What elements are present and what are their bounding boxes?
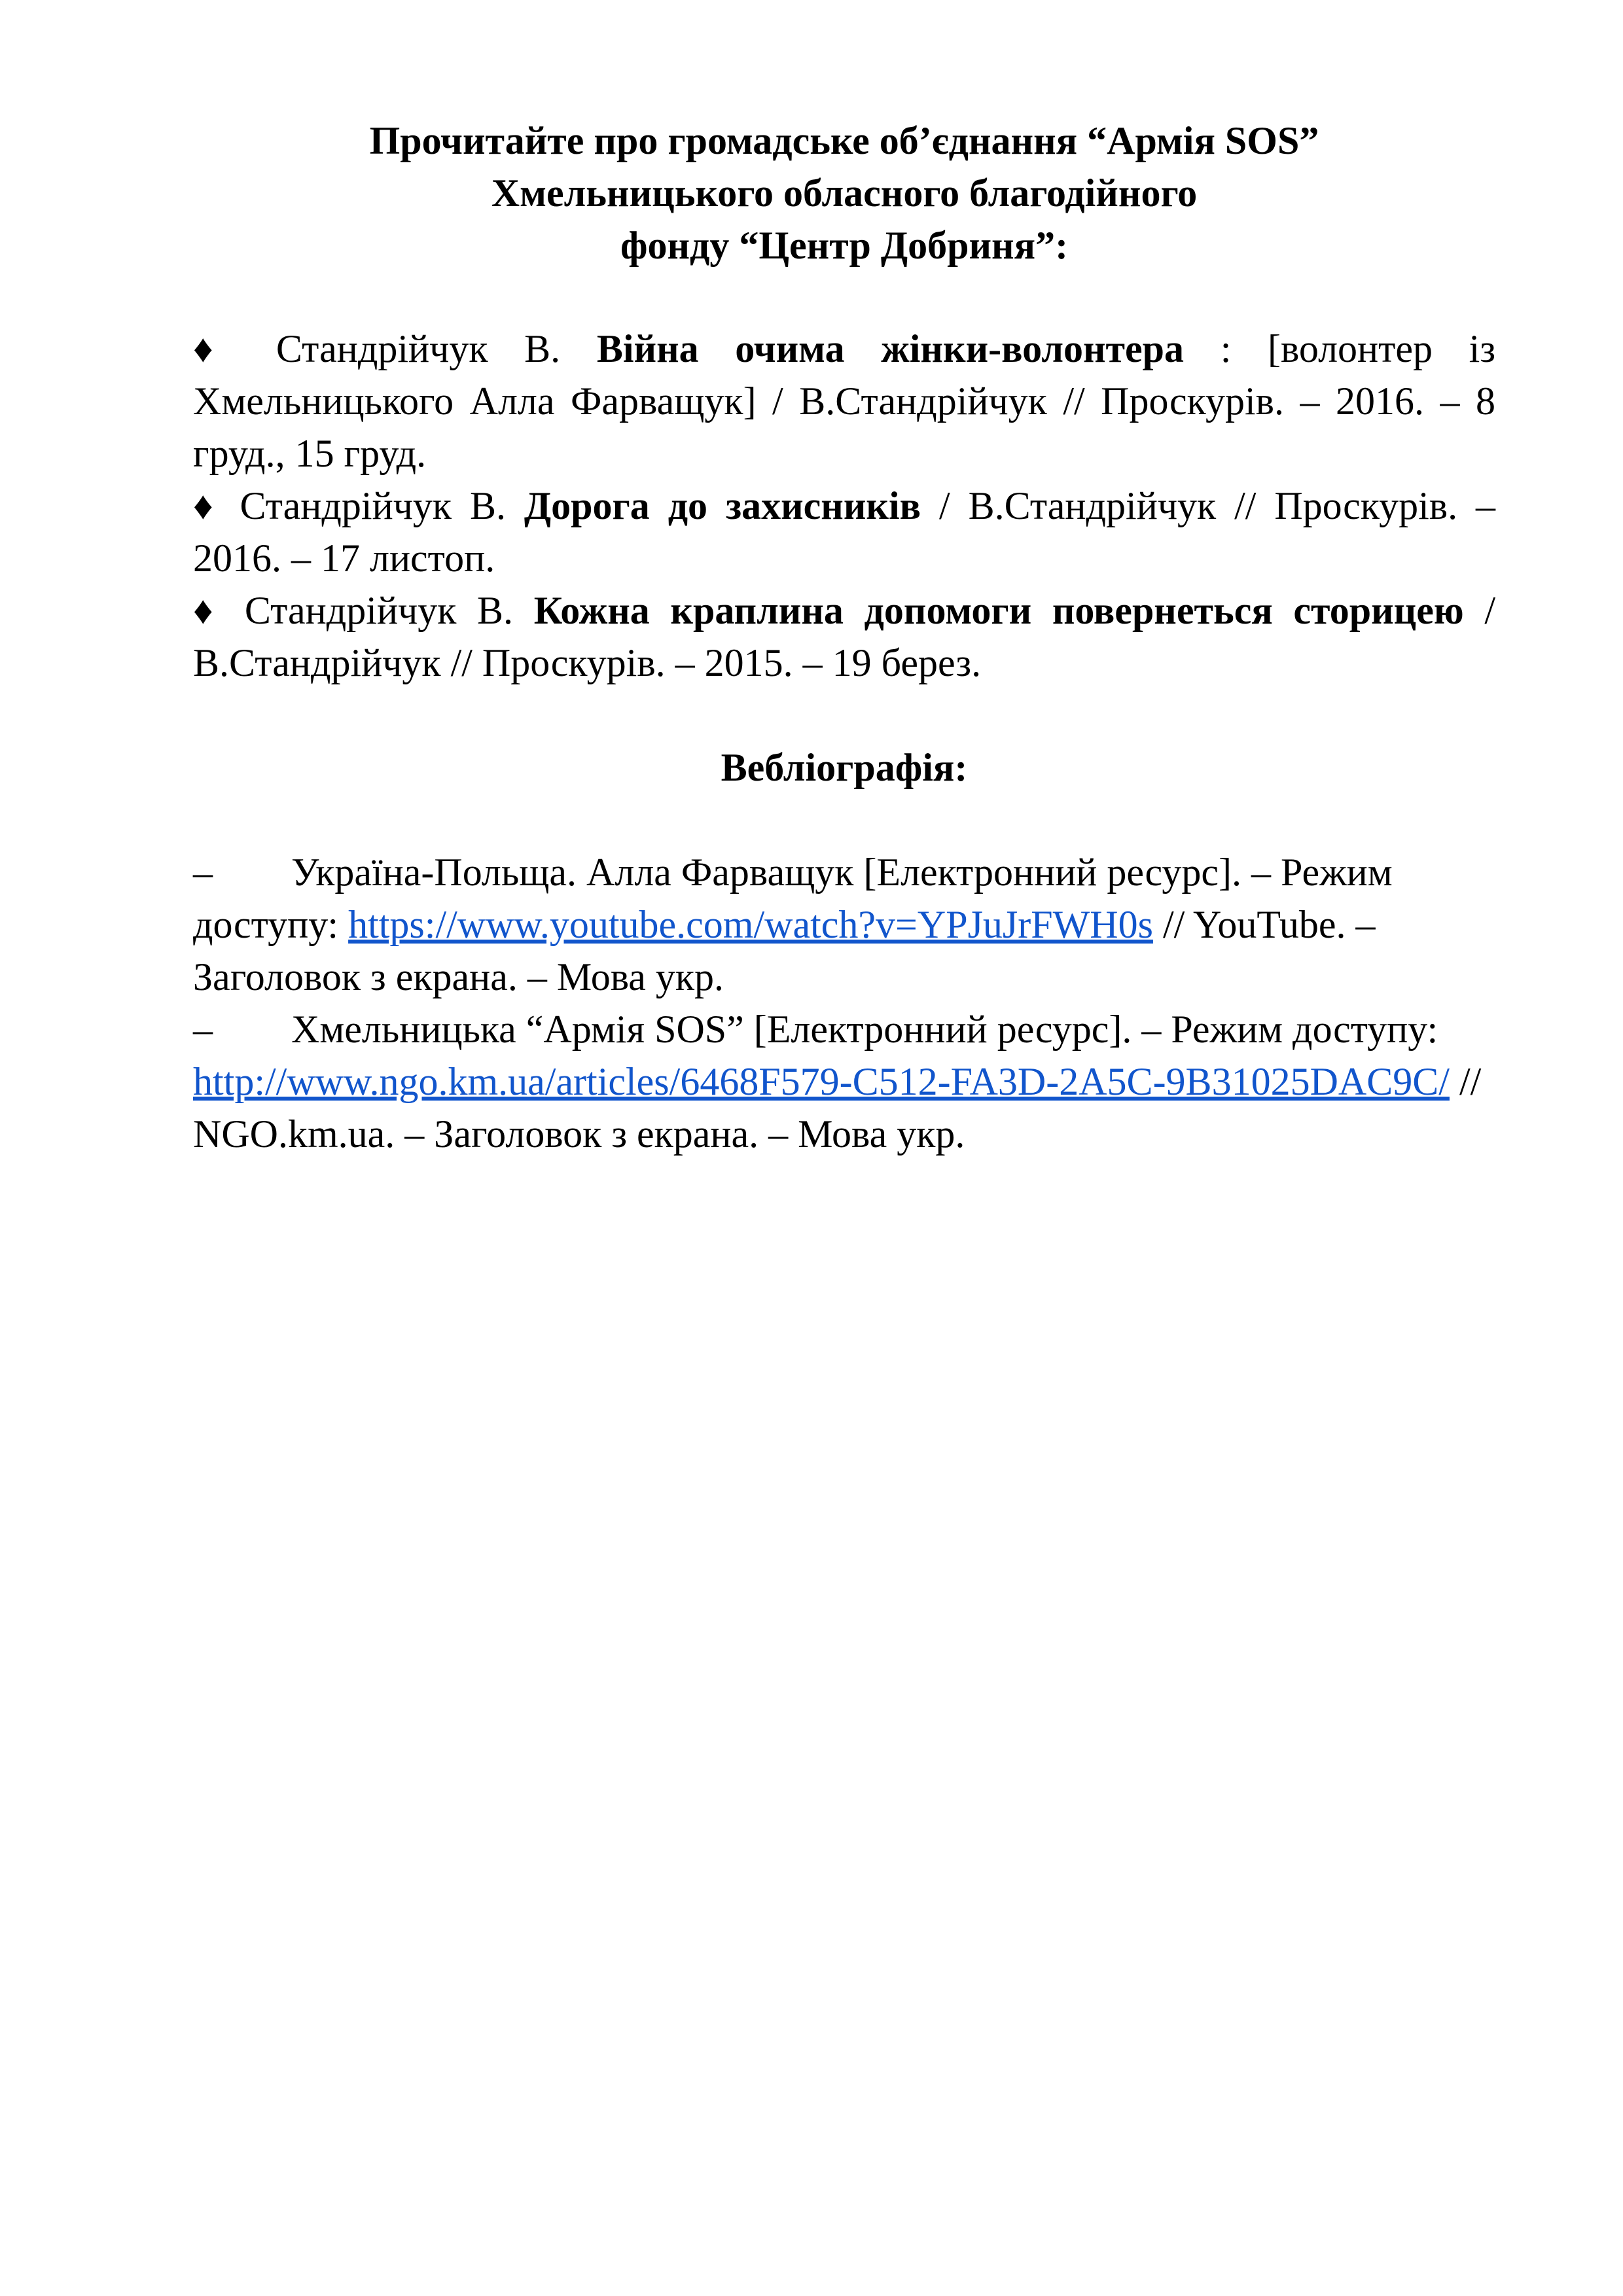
webliography-suffix: // YouTube. – Заголовок з екрана. – Мова укр.: [193, 903, 1376, 998]
bullet-diamond-icon: ♦: [193, 484, 222, 527]
reference-details: / В.Стандрійчук // Проскурів. – 2016. – 17 листоп.: [193, 484, 1496, 580]
ngo-link[interactable]: http://www.ngo.km.ua/articles/6468F579-C512-FA3D-2A5C-9B31025DAC9C/: [193, 1060, 1450, 1103]
reference-details: / В.Стандрійчук // Проскурів. – 2015. – 19 берез.: [193, 589, 1496, 684]
reference-details: : [волонтер із Хмельницького Алла Фарващук] / В.Стандрійчук // Проскурів. – 2016. – 8 груд., 15 груд.: [193, 327, 1496, 475]
reference-title: Кожна краплина допомоги повернеться сторицею: [533, 589, 1464, 632]
title-line-2: Хмельницького обласного благодійного: [491, 171, 1198, 215]
webliography-text: Хмельницька “Армія SOS” [Електронний ресурс]. – Режим доступу:: [291, 1008, 1438, 1051]
bullet-diamond-icon: ♦: [193, 589, 224, 632]
reference-title: Дорога до захисників: [524, 484, 921, 527]
dash-marker: –: [193, 851, 213, 894]
webliography-title: Вебліографія:: [721, 746, 968, 789]
reference-author: Стандрійчук В.: [244, 589, 514, 632]
bullet-diamond-icon: ♦: [193, 327, 240, 370]
reference-title: Війна очима жінки-волонтера: [596, 327, 1185, 370]
webliography-item: [193, 1003, 1495, 1160]
webliography-item: [193, 846, 1495, 1003]
youtube-link[interactable]: https://www.youtube.com/watch?v=YPJuJrFWH0s: [348, 903, 1153, 946]
title-line-1: Прочитайте про громадське об’єднання “Армія SOS”: [369, 119, 1319, 162]
dash-marker: –: [193, 1008, 213, 1051]
page-title: [193, 115, 1495, 272]
webliography-list: [193, 846, 1495, 1160]
reference-author: Стандрійчук В.: [240, 484, 506, 527]
reference-item: [193, 323, 1495, 480]
reference-author: Стандрійчук В.: [276, 327, 561, 370]
reference-list: [193, 323, 1495, 689]
webliography-text: Україна-Польща. Алла Фарващук [Електронний ресурс]. – Режим доступу:: [193, 851, 1393, 946]
document-content: [193, 115, 1495, 1160]
title-line-3: фонду “Центр Добриня”:: [620, 224, 1069, 267]
reference-item: [193, 584, 1495, 689]
reference-item: [193, 480, 1495, 584]
webliography-suffix: // NGO.km.ua. – Заголовок з екрана. – Мова укр.: [193, 1060, 1482, 1156]
